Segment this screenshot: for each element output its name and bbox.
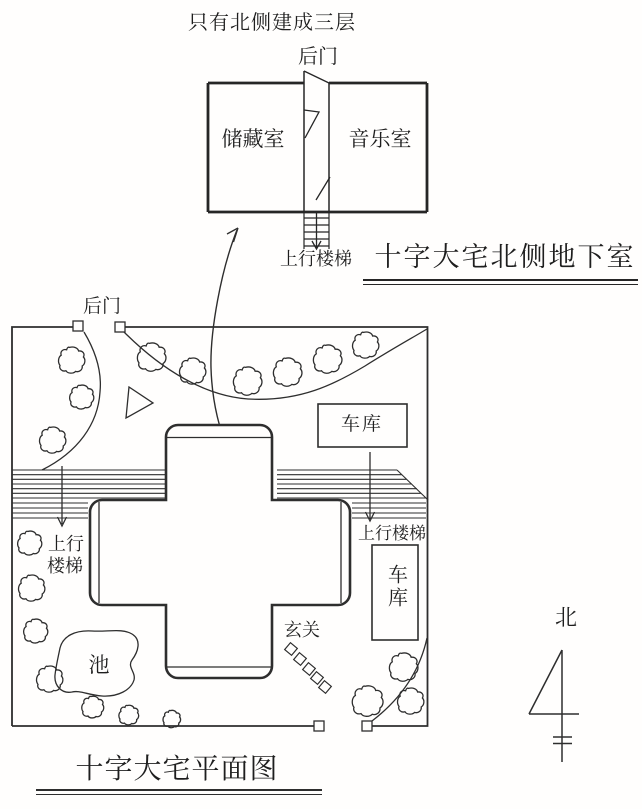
tree-icon [40, 427, 66, 453]
stepping-stone [303, 663, 316, 676]
basement-backdoor-label: 后门 [298, 46, 338, 68]
garage-east-label: 车库 [384, 564, 407, 610]
tree-icon [59, 347, 85, 373]
tree-icon [233, 367, 262, 395]
pond-label: 池 [88, 653, 110, 677]
storage-room-label: 储藏室 [221, 127, 285, 151]
tree-icon [352, 686, 383, 716]
stepping-stone [311, 672, 324, 685]
top-note: 只有北侧建成三层 [188, 12, 356, 34]
stairs-east-label: 上行楼梯 [358, 524, 426, 543]
garden-curve-west [42, 332, 100, 470]
site-backdoor-label: 后门 [82, 296, 122, 317]
basement-lower-door [316, 177, 330, 200]
tree-icon [24, 619, 48, 643]
tree-icon [18, 531, 42, 555]
basement-backdoor-leaf [304, 71, 329, 83]
back-gate-post-left [73, 321, 83, 331]
site-title: 十字大宅平面图 [75, 754, 279, 785]
basement-stairs-label: 上行楼梯 [280, 249, 352, 269]
triangle-ornament [126, 387, 153, 418]
tree-icon [19, 575, 45, 601]
stepping-stone [285, 643, 298, 656]
tree-icon [70, 385, 94, 409]
stepping-stone [294, 653, 307, 666]
tree-icon [353, 332, 379, 358]
stairs-west-label-line2: 楼梯 [47, 556, 83, 576]
entrance-label: 玄关 [284, 620, 320, 640]
music-room-label: 音乐室 [348, 127, 412, 151]
stepping-stones [285, 643, 332, 694]
stairs-arrow-east [366, 452, 375, 521]
north-compass-icon [529, 650, 579, 762]
main-gate-post-left [314, 721, 324, 731]
tree-icon [273, 358, 302, 386]
back-gate-post-right [115, 322, 125, 332]
north-label: 北 [554, 605, 578, 630]
basement-corridor-walls [304, 71, 329, 212]
tree-icon [180, 358, 206, 384]
basement-middle-door [304, 110, 319, 138]
garage-north-label: 车库 [340, 414, 384, 435]
tree-icon [398, 688, 424, 714]
stepping-stone [319, 681, 332, 694]
tree-icon [313, 345, 342, 373]
tree-icon [37, 666, 63, 692]
tree-icon [82, 696, 104, 718]
stairs-west-label-line1: 上行 [48, 534, 84, 554]
basement-title: 十字大宅北侧地下室 [374, 242, 636, 272]
tree-icon [119, 705, 139, 725]
main-gate-post-right [362, 721, 372, 731]
tree-icon [389, 653, 418, 681]
